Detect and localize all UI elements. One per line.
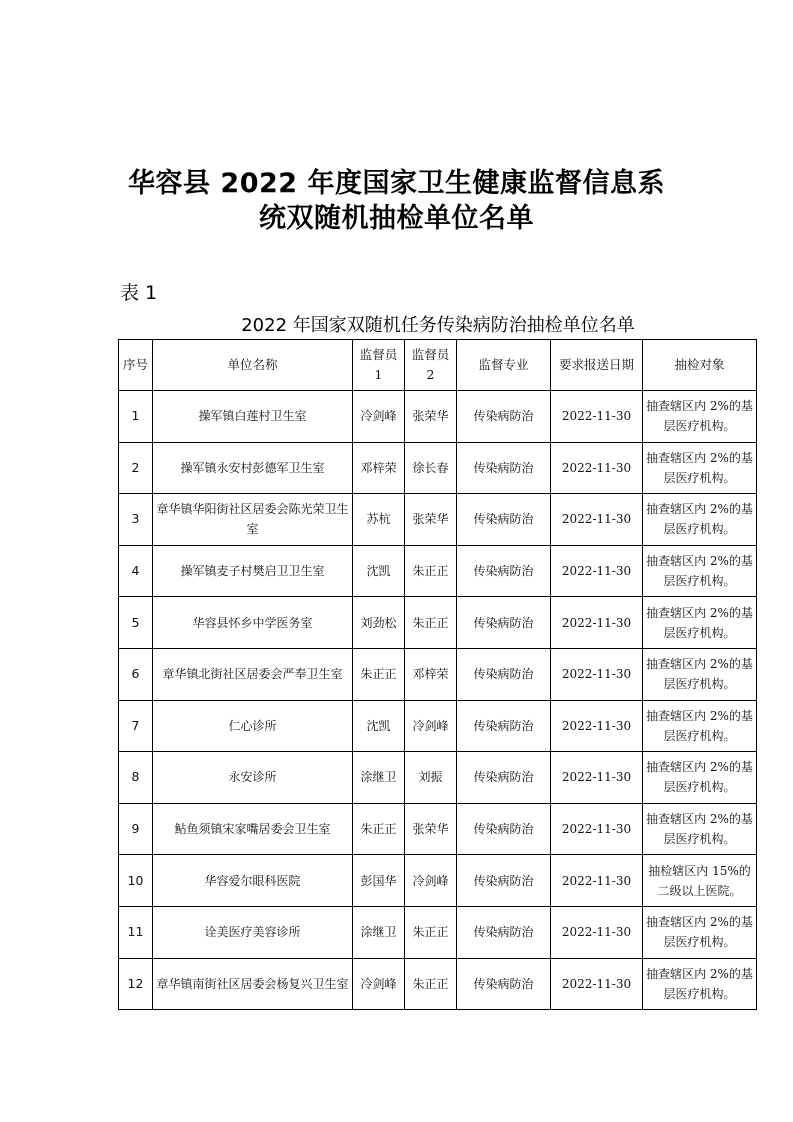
unit-name-cell: 鲇鱼须镇宋家嘴居委会卫生室 xyxy=(153,803,353,855)
table-row xyxy=(119,597,757,649)
unit-name-cell: 华容县怀乡中学医务室 xyxy=(153,597,353,649)
inspection-target-cell: 抽查辖区内 2%的基层医疗机构。 xyxy=(643,494,757,546)
inspection-target-cell: 抽查辖区内 2%的基层医疗机构。 xyxy=(643,700,757,752)
inspector-2-cell: 朱正正 xyxy=(405,958,457,1010)
header-cell-index: 序号 xyxy=(119,340,153,391)
unit-name-cell: 操军镇麦子村樊启卫卫生室 xyxy=(153,545,353,597)
inspector-1-cell: 涂继卫 xyxy=(353,752,405,804)
table-header xyxy=(119,340,757,391)
inspection-target-cell: 抽查辖区内 2%的基层医疗机构。 xyxy=(643,803,757,855)
inspector-2-cell: 朱正正 xyxy=(405,906,457,958)
header-row xyxy=(119,340,757,391)
inspector-1-cell: 沈凯 xyxy=(353,545,405,597)
unit-name-cell: 章华镇南街社区居委会杨复兴卫生室 xyxy=(153,958,353,1010)
header-cell-specialty: 监督专业 xyxy=(457,340,551,391)
table-row xyxy=(119,906,757,958)
unit-name-cell: 诠美医疗美容诊所 xyxy=(153,906,353,958)
specialty-cell: 传染病防治 xyxy=(457,958,551,1010)
inspector-1-cell: 朱正正 xyxy=(353,803,405,855)
inspector-1-cell: 朱正正 xyxy=(353,648,405,700)
inspection-target-cell: 抽查辖区内 2%的基层医疗机构。 xyxy=(643,958,757,1010)
inspection-target-cell: 抽查辖区内 2%的基层医疗机构。 xyxy=(643,442,757,494)
index-cell: 7 xyxy=(119,700,153,752)
due-date-cell: 2022-11-30 xyxy=(551,700,643,752)
header-cell-due-date: 要求报送日期 xyxy=(551,340,643,391)
due-date-cell: 2022-11-30 xyxy=(551,597,643,649)
inspection-target-cell: 抽查辖区内 2%的基层医疗机构。 xyxy=(643,906,757,958)
table-row xyxy=(119,391,757,443)
inspector-2-cell: 张荣华 xyxy=(405,803,457,855)
inspector-2-cell: 朱正正 xyxy=(405,545,457,597)
index-cell: 12 xyxy=(119,958,153,1010)
document-title-line-2: 统双随机抽检单位名单 xyxy=(259,203,534,234)
inspector-1-cell: 冷剑峰 xyxy=(353,958,405,1010)
table-row xyxy=(119,803,757,855)
inspector-2-cell: 刘振 xyxy=(405,752,457,804)
table-row xyxy=(119,958,757,1010)
table-label: 表 1 xyxy=(120,282,158,304)
table-row xyxy=(119,442,757,494)
specialty-cell: 传染病防治 xyxy=(457,855,551,907)
unit-name-cell: 永安诊所 xyxy=(153,752,353,804)
specialty-cell: 传染病防治 xyxy=(457,442,551,494)
due-date-cell: 2022-11-30 xyxy=(551,958,643,1010)
inspection-target-cell: 抽查辖区内 2%的基层医疗机构。 xyxy=(643,391,757,443)
inspection-target-cell: 抽查辖区内 2%的基层医疗机构。 xyxy=(643,545,757,597)
unit-name-cell: 仁心诊所 xyxy=(153,700,353,752)
inspection-target-cell: 抽查辖区内 2%的基层医疗机构。 xyxy=(643,752,757,804)
inspector-2-cell: 朱正正 xyxy=(405,597,457,649)
table-row xyxy=(119,752,757,804)
specialty-cell: 传染病防治 xyxy=(457,648,551,700)
inspection-units-table xyxy=(118,339,757,1010)
index-cell: 8 xyxy=(119,752,153,804)
due-date-cell: 2022-11-30 xyxy=(551,906,643,958)
specialty-cell: 传染病防治 xyxy=(457,752,551,804)
specialty-cell: 传染病防治 xyxy=(457,545,551,597)
unit-name-cell: 华容爱尔眼科医院 xyxy=(153,855,353,907)
inspector-1-cell: 刘劲松 xyxy=(353,597,405,649)
due-date-cell: 2022-11-30 xyxy=(551,752,643,804)
inspector-2-cell: 冷剑峰 xyxy=(405,700,457,752)
due-date-cell: 2022-11-30 xyxy=(551,442,643,494)
header-cell-unit-name: 单位名称 xyxy=(153,340,353,391)
index-cell: 6 xyxy=(119,648,153,700)
inspector-1-cell: 彭国华 xyxy=(353,855,405,907)
unit-name-cell: 章华镇华阳街社区居委会陈光荣卫生室 xyxy=(153,494,353,546)
table-row xyxy=(119,700,757,752)
header-cell-inspector-2: 监督员 2 xyxy=(405,340,457,391)
index-cell: 4 xyxy=(119,545,153,597)
specialty-cell: 传染病防治 xyxy=(457,391,551,443)
table-row xyxy=(119,855,757,907)
table-row xyxy=(119,648,757,700)
index-cell: 11 xyxy=(119,906,153,958)
specialty-cell: 传染病防治 xyxy=(457,700,551,752)
inspector-1-cell: 邓梓荣 xyxy=(353,442,405,494)
unit-name-cell: 操军镇白莲村卫生室 xyxy=(153,391,353,443)
inspection-target-cell: 抽查辖区内 2%的基层医疗机构。 xyxy=(643,648,757,700)
inspector-1-cell: 苏杭 xyxy=(353,494,405,546)
index-cell: 1 xyxy=(119,391,153,443)
header-cell-inspection-target: 抽检对象 xyxy=(643,340,757,391)
index-cell: 9 xyxy=(119,803,153,855)
index-cell: 3 xyxy=(119,494,153,546)
table-row xyxy=(119,545,757,597)
table-body xyxy=(119,391,757,1010)
unit-name-cell: 操军镇永安村彭德军卫生室 xyxy=(153,442,353,494)
inspector-2-cell: 张荣华 xyxy=(405,494,457,546)
specialty-cell: 传染病防治 xyxy=(457,597,551,649)
unit-name-cell: 章华镇北街社区居委会严奉卫生室 xyxy=(153,648,353,700)
inspector-2-cell: 邓梓荣 xyxy=(405,648,457,700)
index-cell: 2 xyxy=(119,442,153,494)
specialty-cell: 传染病防治 xyxy=(457,906,551,958)
due-date-cell: 2022-11-30 xyxy=(551,494,643,546)
inspector-1-cell: 涂继卫 xyxy=(353,906,405,958)
inspection-target-cell: 抽检辖区内 15%的二级以上医院。 xyxy=(643,855,757,907)
due-date-cell: 2022-11-30 xyxy=(551,545,643,597)
table-row xyxy=(119,494,757,546)
document-title-line-1: 华容县 2022 年度国家卫生健康监督信息系 xyxy=(128,168,665,199)
header-cell-inspector-1: 监督员 1 xyxy=(353,340,405,391)
inspector-1-cell: 冷剑峰 xyxy=(353,391,405,443)
specialty-cell: 传染病防治 xyxy=(457,803,551,855)
inspector-2-cell: 冷剑峰 xyxy=(405,855,457,907)
inspector-2-cell: 徐长春 xyxy=(405,442,457,494)
specialty-cell: 传染病防治 xyxy=(457,494,551,546)
inspector-2-cell: 张荣华 xyxy=(405,391,457,443)
inspection-target-cell: 抽查辖区内 2%的基层医疗机构。 xyxy=(643,597,757,649)
due-date-cell: 2022-11-30 xyxy=(551,391,643,443)
index-cell: 5 xyxy=(119,597,153,649)
index-cell: 10 xyxy=(119,855,153,907)
inspector-1-cell: 沈凯 xyxy=(353,700,405,752)
due-date-cell: 2022-11-30 xyxy=(551,803,643,855)
due-date-cell: 2022-11-30 xyxy=(551,855,643,907)
due-date-cell: 2022-11-30 xyxy=(551,648,643,700)
table-caption: 2022 年国家双随机任务传染病防治抽检单位名单 xyxy=(241,315,635,336)
